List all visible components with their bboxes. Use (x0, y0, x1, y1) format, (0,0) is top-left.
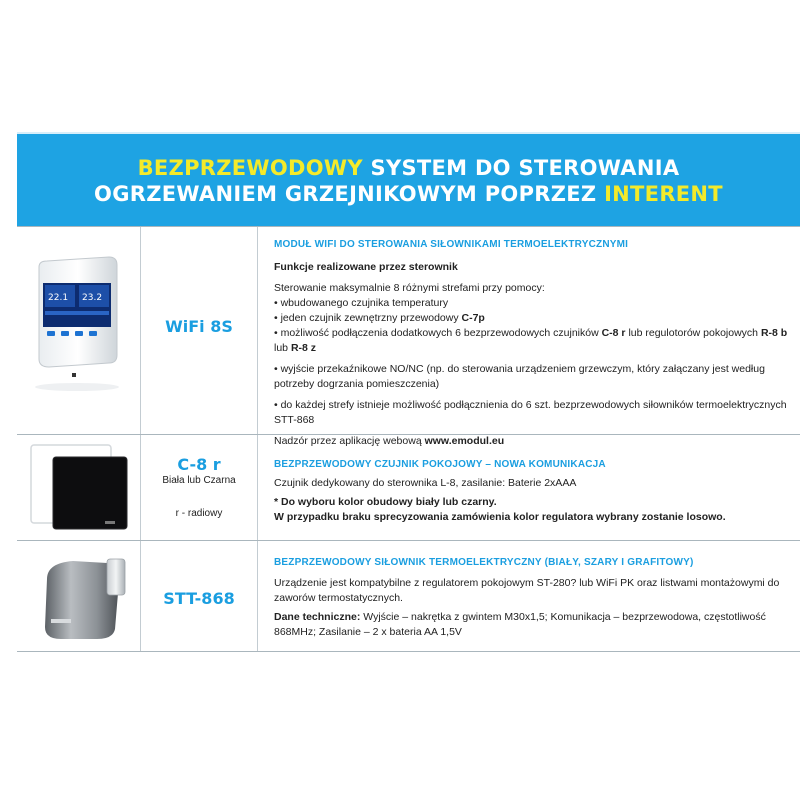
bullet-text: lub regulotorów pokojowych (625, 327, 761, 339)
model-name: STT-868 (163, 589, 235, 608)
room-sensor-icon (17, 435, 140, 541)
color-choice-note: * Do wyboru kolor obudowy biały lub czarny. (274, 496, 497, 508)
c-8-r-image (17, 435, 140, 540)
product-title: BEZPRZEWODOWY SIŁOWNIK TERMOELEKTRYCZNY (BIAŁY, SZARY I GRAFITOWY) (274, 557, 694, 568)
stt-868-image (17, 541, 140, 651)
banner-highlight-2: INTERENT (604, 182, 723, 206)
sensor-info: Czujnik dedykowany do sterownika L-8, zasilanie: Baterie 2xAAA (274, 477, 577, 489)
column-divider (257, 435, 258, 540)
tech-label: Dane techniczne: (274, 611, 361, 623)
screen-temp-right: 23.2 (82, 293, 103, 303)
product-row-stt-868 (17, 540, 800, 652)
regulator-code: R-8 z (290, 342, 317, 354)
regulator-code: R-8 b (760, 327, 788, 339)
intro-text: Sterowanie maksymalnie 8 różnymi strefami przy pomocy: (274, 282, 545, 294)
product-row-wifi-8s (17, 226, 800, 447)
bullet-text: możliwość podłączenia dodatkowych 6 bezprzewodowych czujników (280, 327, 602, 339)
banner-line-2 (17, 182, 800, 206)
bullet-text: jeden czujnik zewnętrzny przewodowy (280, 312, 462, 324)
bullet-item: • wbudowanego czujnika temperatury (274, 296, 794, 311)
column-divider (257, 227, 258, 434)
product-title: MODUŁ WIFI DO STEROWANIA SIŁOWNIKAMI TERMOELEKTRYCZNYMI (274, 239, 629, 250)
product-title: BEZPRZEWODOWY CZUJNIK POKOJOWY – NOWA KOMUNIKACJA (274, 459, 606, 470)
radio-note: r - radiowy (175, 508, 223, 519)
screen-temp-left: 22.1 (48, 293, 69, 303)
c-8-r-name-cell (141, 435, 257, 540)
column-divider (257, 541, 258, 651)
bullet-item (274, 326, 794, 356)
sensor-code: C-8 r (601, 327, 626, 339)
controller-device-icon (17, 227, 140, 435)
banner-line-1 (17, 156, 800, 180)
random-color-note: W przypadku braku sprecyzowania zamówienia kolor regulatora wybrany zostanie losowo. (274, 511, 726, 523)
c-8-r-description (274, 457, 794, 525)
compatibility-text: Urządzenie jest kompatybilne z regulatorem pokojowym ST-280? lub WiFi PK oraz listwami montażowymi do zaworów termostatycznych. (274, 577, 780, 604)
stt-868-description (274, 555, 794, 640)
actuator-icon (17, 541, 140, 653)
stt-868-name-cell (141, 541, 257, 651)
website-link[interactable]: www.emodul.eu (424, 435, 505, 447)
tech-data (274, 610, 794, 640)
wifi-8s-image (17, 227, 140, 434)
bullet-item: • do każdej strefy istnieje możliwość podłącznienia do 6 szt. bezprzewodowych siłowników termoelektrycznych STT-868 (274, 398, 794, 428)
sensor-code: C-7p (461, 312, 485, 324)
model-name: C-8 r (177, 455, 221, 474)
tech-text: Wyjście – nakrętka z gwintem M30x1,5; Komunikacja – bezprzewodowa, częstotliwość 868MHz; Zasilanie – 2 x bateria AA 1,5V (274, 611, 766, 638)
bullet-item (274, 311, 794, 326)
product-sheet (17, 132, 800, 652)
bullet-text: lub (274, 342, 291, 354)
header-banner (17, 132, 800, 226)
banner-text-2: OGRZEWANIEM GRZEJNIKOWYM POPRZEZ (94, 182, 605, 206)
model-name: WiFi 8S (165, 317, 233, 336)
wifi-8s-name-cell (141, 227, 257, 434)
banner-text-1: SYSTEM DO STEROWANIA (362, 156, 680, 180)
bullet-item: • wyjście przekaźnikowe NO/NC (np. do sterowania urządzeniem grzewczym, który załączany jest według potrzeby dogrzania pomieszczenia) (274, 362, 794, 392)
wifi-8s-description (274, 237, 794, 449)
product-row-c-8-r (17, 434, 800, 540)
product-subtitle: Funkcje realizowane przez sterownik (274, 261, 458, 273)
banner-highlight-1: BEZPRZEWODOWY (137, 156, 363, 180)
supervision-text: Nadzór przez aplikację webową (274, 435, 425, 447)
color-variant: Biała lub Czarna (162, 475, 236, 486)
